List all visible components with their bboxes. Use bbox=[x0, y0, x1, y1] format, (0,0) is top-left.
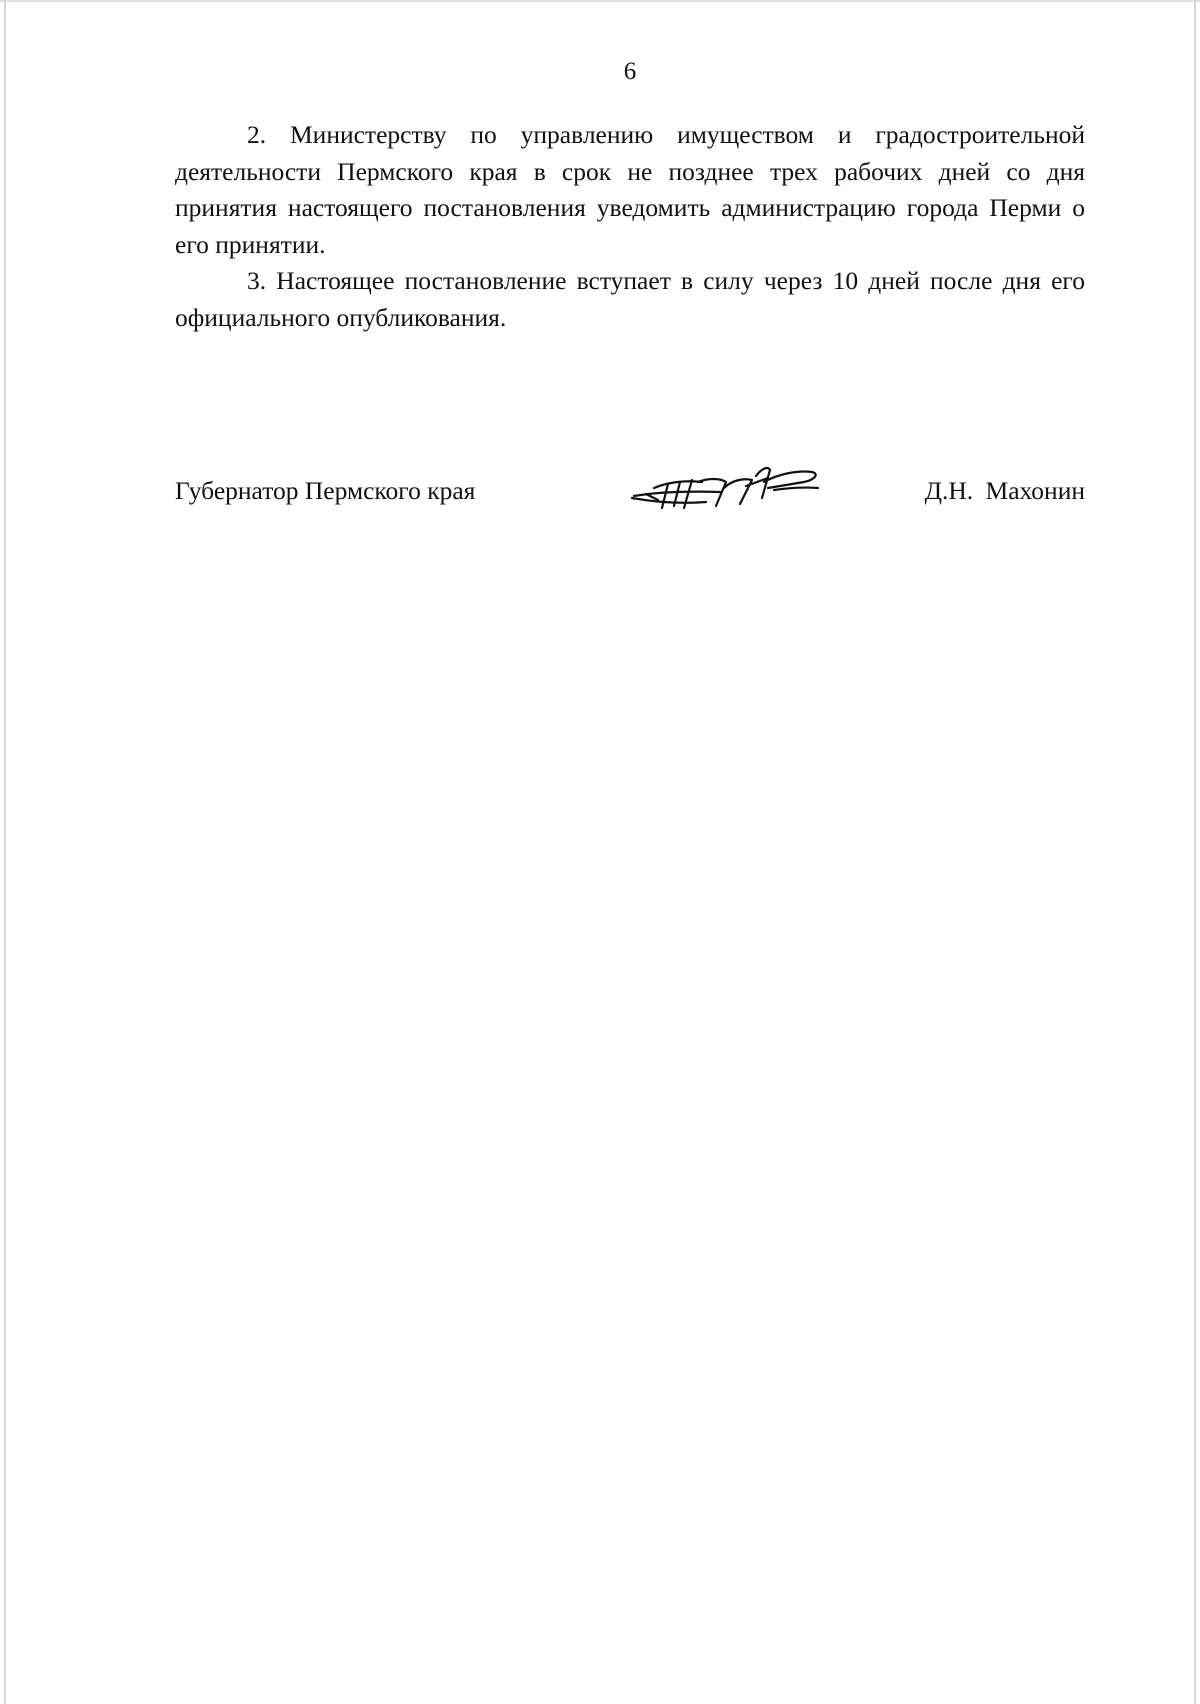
scan-edge-right bbox=[1194, 0, 1196, 1704]
handwritten-signature-icon bbox=[628, 458, 824, 514]
paragraph-3: 3. Настоящее постановление вступает в силу через 10 дней после дня его официального опубликования. bbox=[175, 266, 1085, 332]
signatory-position: Губернатор Пермского края bbox=[175, 476, 476, 505]
page-number: 6 bbox=[623, 58, 637, 85]
signatory-name: Д.Н. Махонин bbox=[924, 476, 1085, 505]
document-body bbox=[175, 117, 1085, 336]
scan-edge-top bbox=[0, 0, 1200, 2]
paragraph-2: 2. Министерству по управлению имуществом и градостроительной деятельности Пермского края в срок не позднее трех рабочих дней со дня принятия настоящего постановления уведомить администрацию города Перми о его принятии. bbox=[175, 120, 1085, 259]
scan-edge-left bbox=[4, 0, 6, 1704]
